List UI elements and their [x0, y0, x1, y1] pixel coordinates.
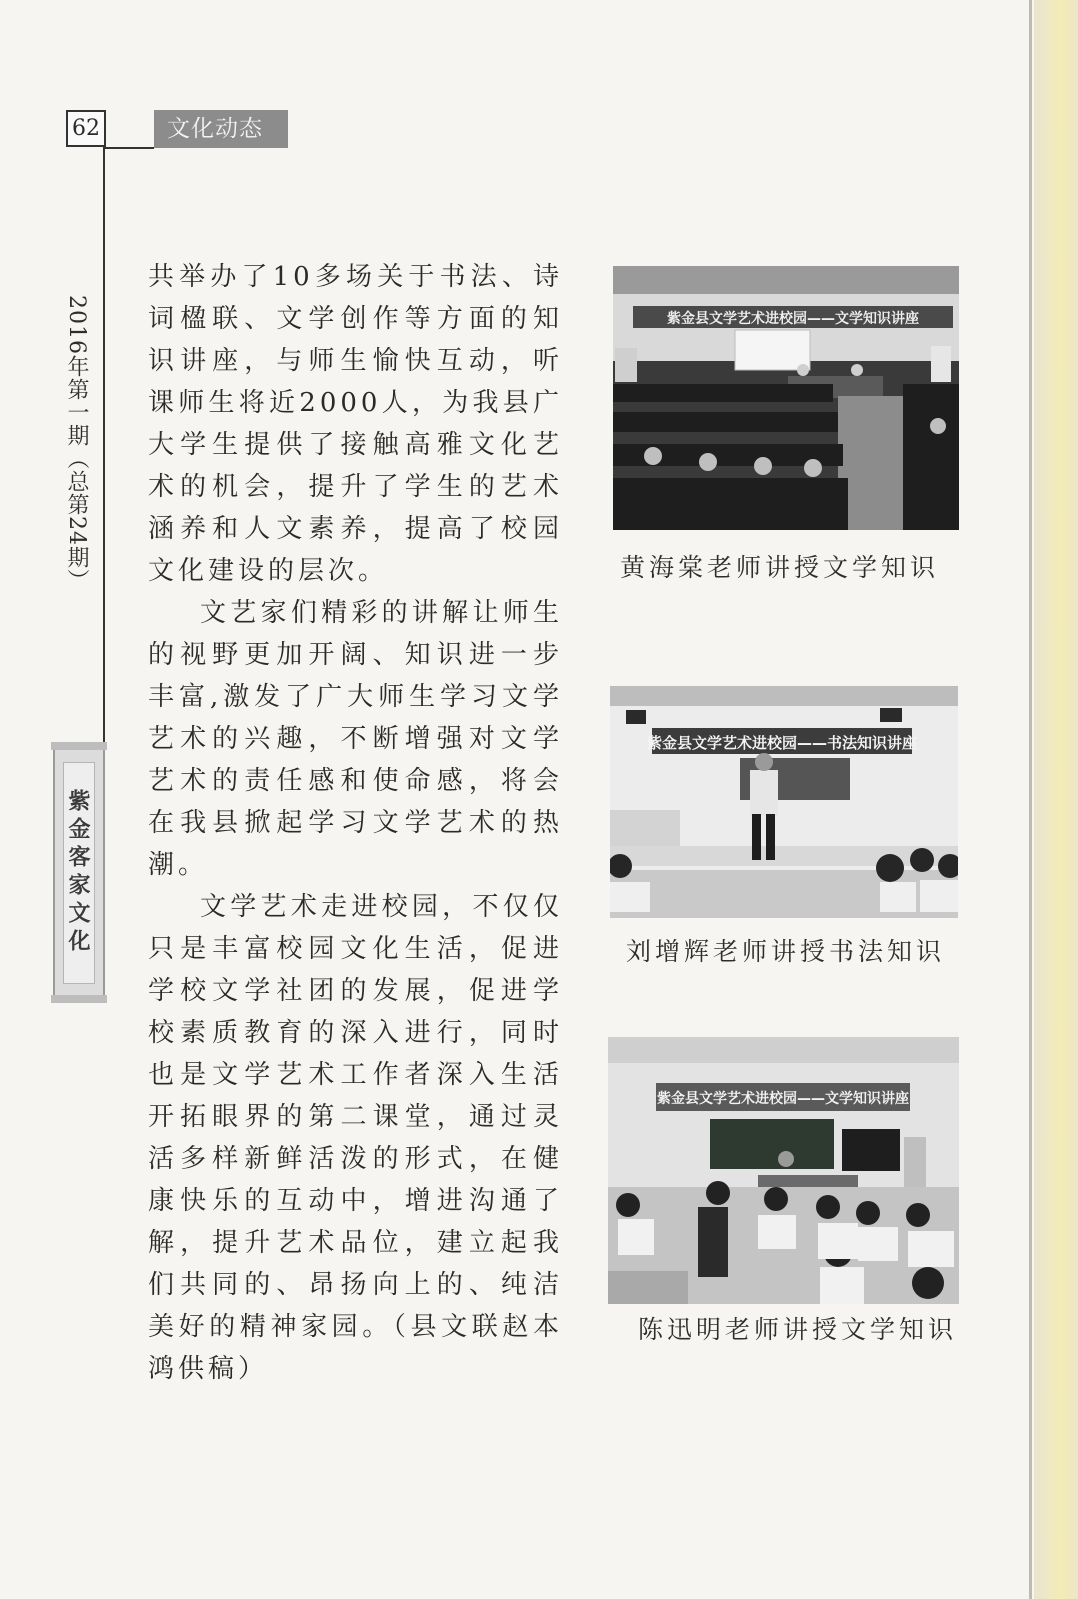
- page-number: 62: [66, 110, 106, 147]
- article-body: [148, 256, 563, 1390]
- photo-1-banner: 紫金县文学艺术进校园——文学知识讲座: [667, 311, 919, 327]
- magazine-logo: [53, 746, 105, 999]
- article-paragraph-2: 文艺家们精彩的讲解让师生的视野更加开阔、知识进一步丰富,激发了广大师生学习文学艺术的兴趣，不断增强对文学艺术的责任感和使命感，将会在我县掀起学习文学艺术的热潮。: [148, 598, 563, 880]
- article-paragraph-3: [148, 886, 563, 1390]
- article-paragraph-3-text: 文学艺术走进校园，不仅仅只是丰富校园文化生活，促进学校文学社团的发展，促进学校素质教育的深入进行，同时也是文学艺术工作者深入生活开拓眼界的第二课堂，通过灵活多样新鲜活泼的形式，在健康快乐的互动中，增进沟通了解，提升艺术品位，建立起我们共同的、昂扬向上的、纯洁美好的精神家园。: [148, 892, 563, 1342]
- issue-label: 2016年第一期（总第24期）: [64, 295, 89, 592]
- article-credit: （县文联赵本鸿供稿）: [148, 1312, 563, 1384]
- article-paragraph-1: 共举办了10多场关于书法、诗词楹联、文学创作等方面的知识讲座，与师生愉快互动，听课师生将近2000人，为我县广大学生提供了接触高雅文化艺术的机会，提升了学生的艺术涵养和人文素养，提高了校园文化建设的层次。: [148, 262, 563, 586]
- photo-lecture-3: [608, 1037, 959, 1304]
- margin-rule: [103, 147, 105, 747]
- photo-caption-2: 刘增辉老师讲授书法知识: [626, 937, 946, 966]
- photo-3-banner: 紫金县文学艺术进校园——文学知识讲座: [657, 1091, 909, 1107]
- photo-caption-1: 黄海棠老师讲授文学知识: [620, 553, 940, 582]
- photo-2-banner: 紫金县文学艺术进校园——书法知识讲座: [646, 734, 918, 752]
- magazine-logo-text: 紫金客家文化: [63, 762, 95, 984]
- section-title: 文化动态: [154, 110, 288, 148]
- header-rule: [104, 147, 154, 149]
- photo-caption-3: 陈迅明老师讲授文学知识: [638, 1315, 958, 1344]
- photo-lecture-1: [613, 266, 959, 530]
- photo-lecture-2: [610, 686, 958, 918]
- paper-edge: [1034, 0, 1078, 1599]
- paper-edge-line: [1029, 0, 1032, 1599]
